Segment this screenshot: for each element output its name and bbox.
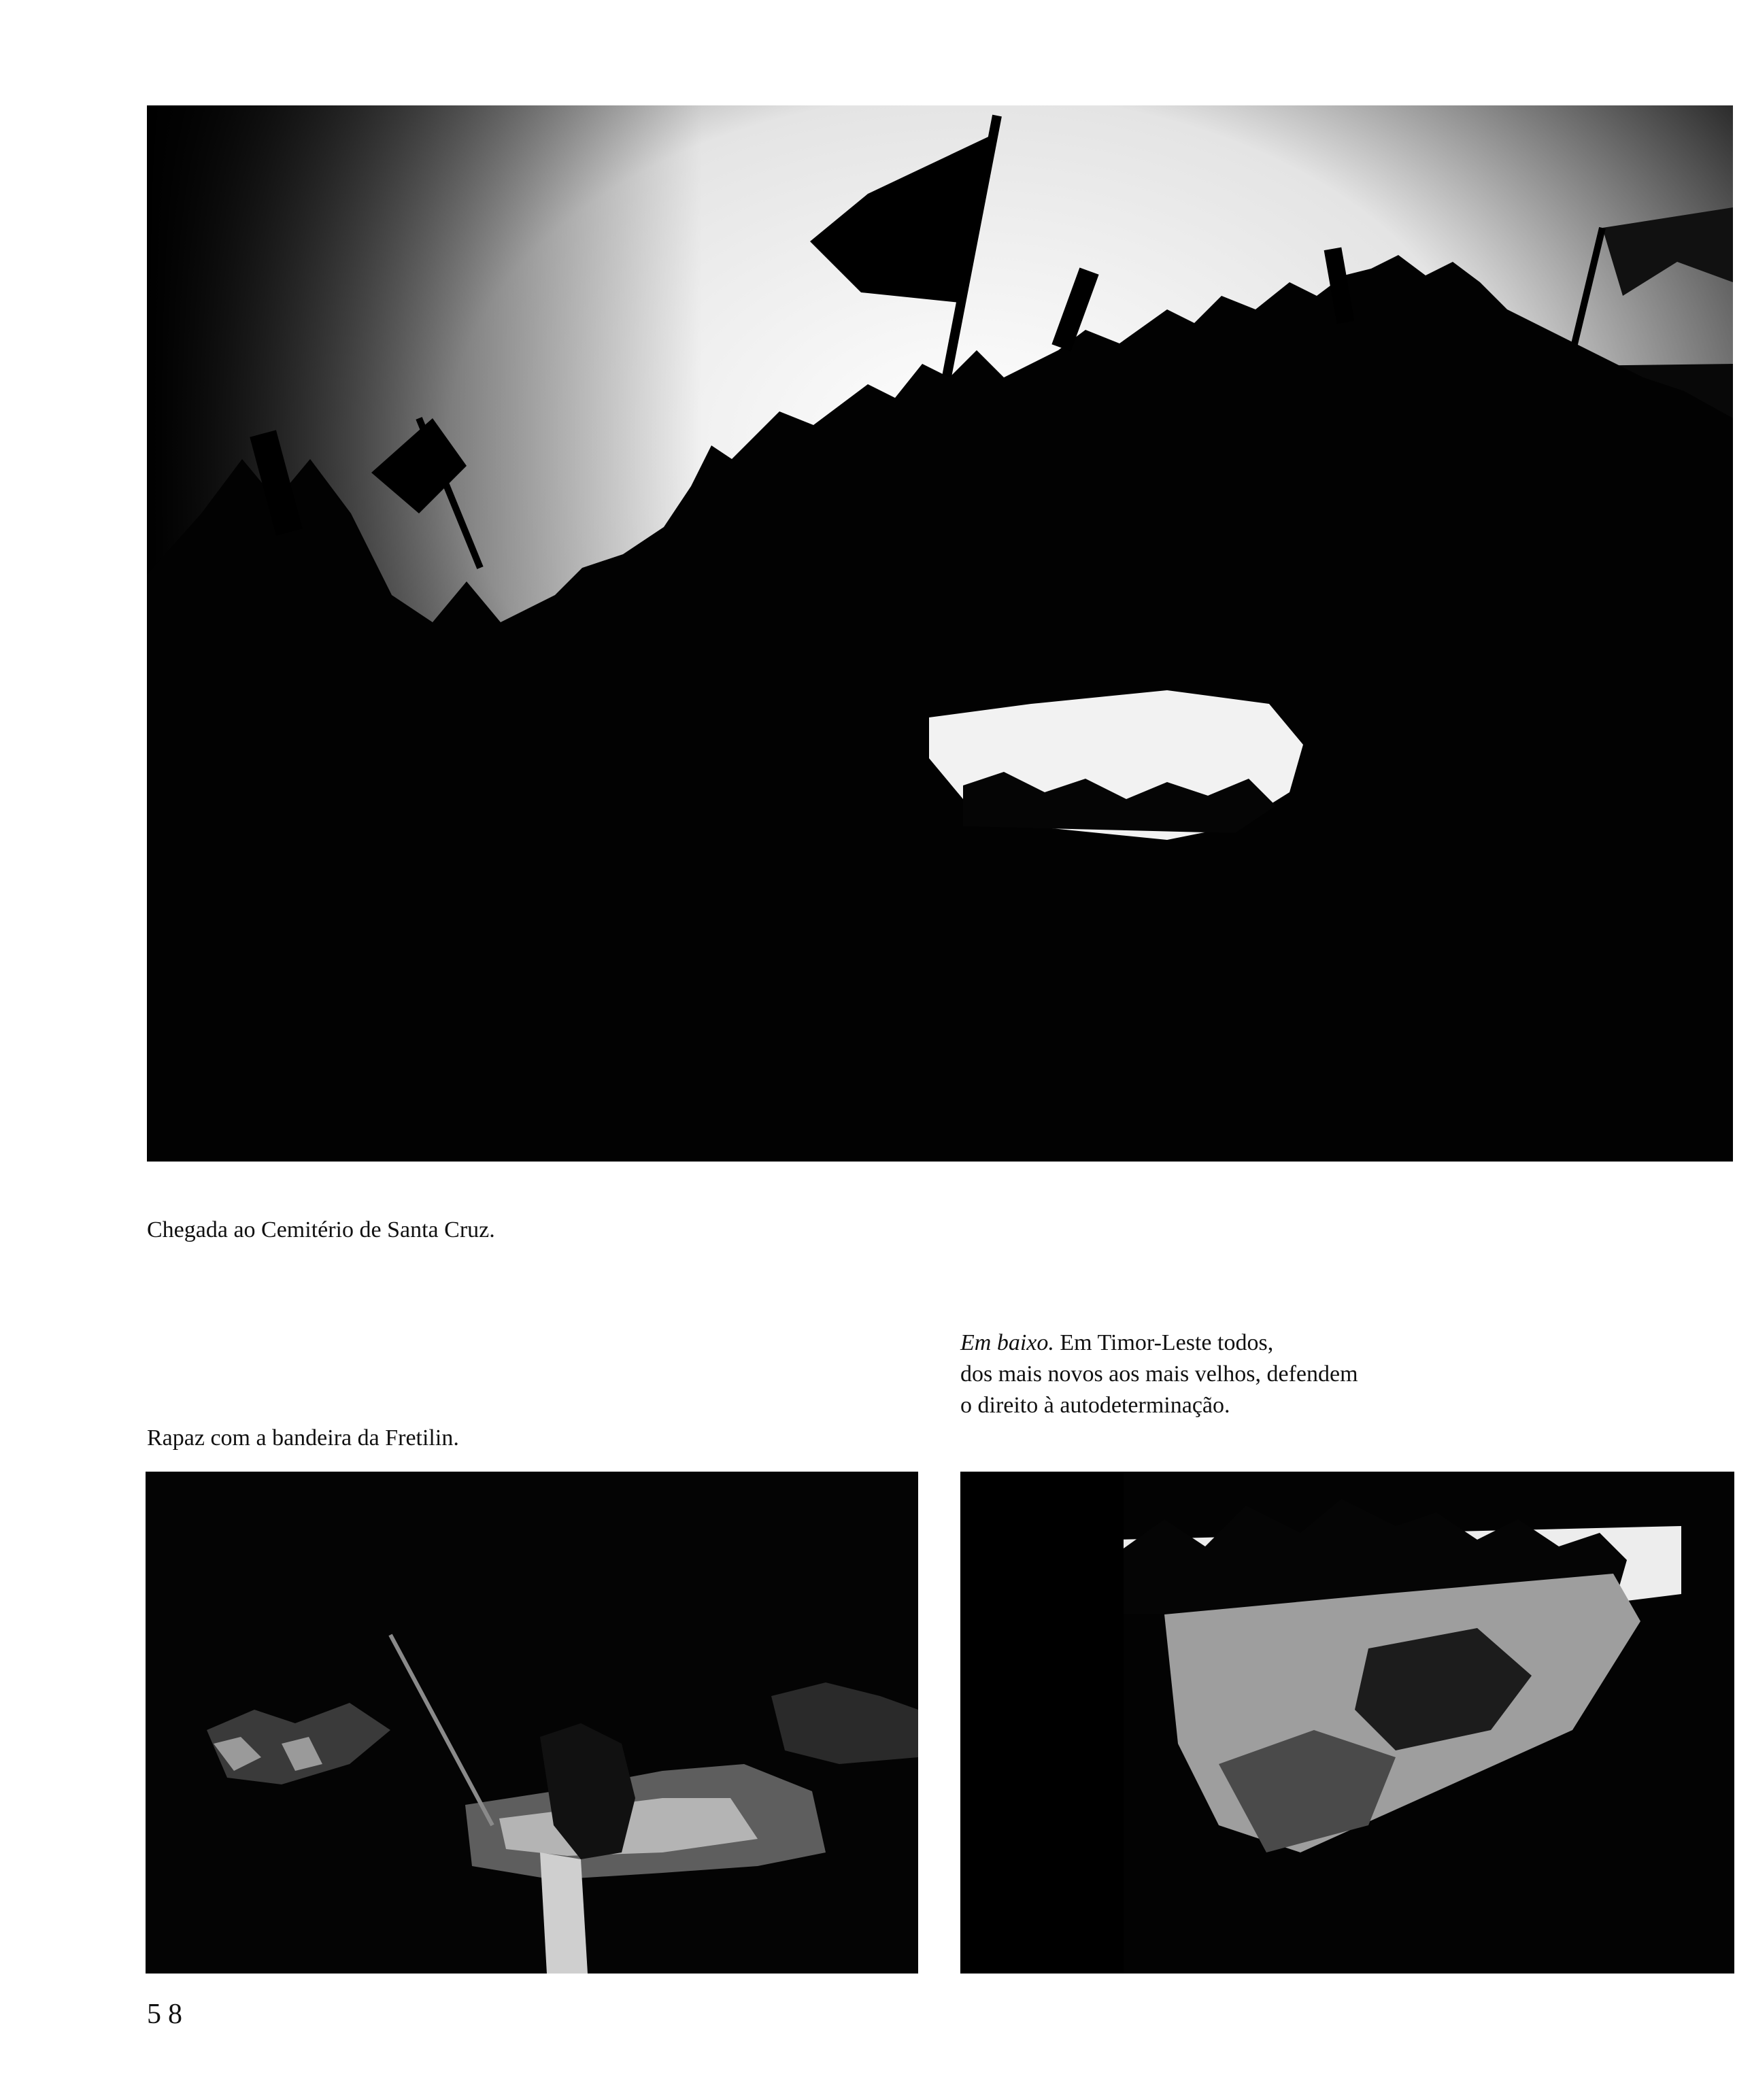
- caption-self-determination-line-1: [960, 1327, 1358, 1359]
- caption-self-determination-line-3: o direito à autodeterminação.: [960, 1393, 1230, 1418]
- photo-timor-youth-flag-image: [960, 1472, 1734, 1974]
- photo-timor-youth-flag: [960, 1472, 1734, 1974]
- caption-lead: Em baixo.: [960, 1330, 1054, 1355]
- caption-self-determination: [960, 1327, 1358, 1421]
- photo-fretilin-flag-boy: [146, 1472, 918, 1974]
- caption-line-1-text: Em Timor-Leste todos,: [1054, 1330, 1274, 1355]
- caption-fretilin-flag: Rapaz com a bandeira da Fretilin.: [147, 1425, 459, 1451]
- photo-santa-cruz-arrival-image: [147, 105, 1733, 1162]
- caption-santa-cruz: Chegada ao Cemitério de Santa Cruz.: [147, 1217, 495, 1242]
- photo-fretilin-flag-boy-image: [146, 1472, 918, 1974]
- photo-santa-cruz-arrival: [147, 105, 1733, 1162]
- caption-self-determination-line-2: dos mais novos aos mais velhos, defendem: [960, 1361, 1358, 1387]
- page-number: 58: [147, 1999, 189, 2030]
